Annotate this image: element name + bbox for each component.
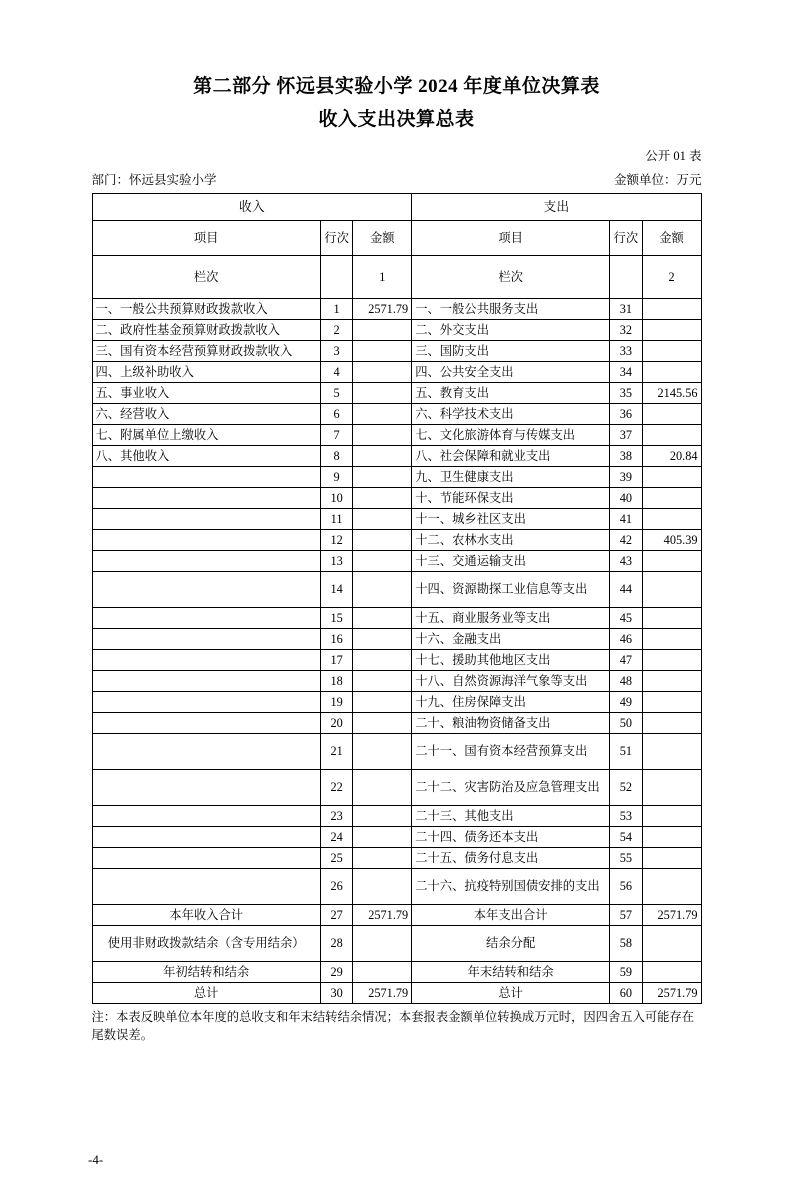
- row-expense-amount: [642, 572, 701, 608]
- row-income-line: 9: [320, 467, 352, 488]
- row-income-amount: [353, 713, 412, 734]
- row-expense-line: 38: [610, 446, 642, 467]
- row-income-name: 总计: [92, 983, 320, 1004]
- row-income-amount: 2571.79: [353, 905, 412, 926]
- row-expense-line: 46: [610, 629, 642, 650]
- table-row: [92, 608, 701, 629]
- row-expense-name: 十、节能环保支出: [412, 488, 610, 509]
- table-row: [92, 362, 701, 383]
- lan-label-expense: 栏次: [412, 256, 610, 299]
- col-header-expense-item: 项目: [412, 221, 610, 256]
- row-income-name: [92, 509, 320, 530]
- row-income-line: 12: [320, 530, 352, 551]
- table-row: [92, 383, 701, 404]
- row-income-amount: [353, 734, 412, 770]
- row-expense-name: 年末结转和结余: [412, 962, 610, 983]
- table-row: [92, 425, 701, 446]
- row-expense-name: 二十三、其他支出: [412, 806, 610, 827]
- row-income-name: [92, 734, 320, 770]
- page-title: 第二部分 怀远县实验小学 2024 年度单位决算表: [193, 76, 600, 97]
- row-income-line: 16: [320, 629, 352, 650]
- table-row: [92, 848, 701, 869]
- row-expense-amount: [642, 404, 701, 425]
- row-expense-name: 二十四、债务还本支出: [412, 827, 610, 848]
- row-income-amount: 2571.79: [353, 983, 412, 1004]
- table-note: [92, 1008, 702, 1044]
- col-header-income-line: 行次: [320, 221, 352, 256]
- row-income-name: [92, 650, 320, 671]
- row-expense-amount: [642, 425, 701, 446]
- row-income-name: 四、上级补助收入: [92, 362, 320, 383]
- row-income-amount: [353, 770, 412, 806]
- table-row: [92, 320, 701, 341]
- department-row: [92, 170, 702, 188]
- row-income-amount: [353, 425, 412, 446]
- row-income-line: 29: [320, 962, 352, 983]
- row-income-line: 27: [320, 905, 352, 926]
- row-income-line: 10: [320, 488, 352, 509]
- row-expense-amount: [642, 341, 701, 362]
- row-income-name: [92, 530, 320, 551]
- row-expense-name: 二、外交支出: [412, 320, 610, 341]
- row-income-name: [92, 467, 320, 488]
- row-expense-amount: [642, 962, 701, 983]
- row-expense-line: 39: [610, 467, 642, 488]
- row-income-line: 3: [320, 341, 352, 362]
- table-row: [92, 926, 701, 962]
- row-expense-amount: [642, 362, 701, 383]
- table-row: [92, 905, 701, 926]
- table-row: [92, 488, 701, 509]
- row-expense-name: 十一、城乡社区支出: [412, 509, 610, 530]
- row-expense-amount: 20.84: [642, 446, 701, 467]
- row-income-name: 本年收入合计: [92, 905, 320, 926]
- row-income-line: 2: [320, 320, 352, 341]
- row-income-line: 4: [320, 362, 352, 383]
- row-income-name: [92, 869, 320, 905]
- table-row: [92, 404, 701, 425]
- table-row: [92, 827, 701, 848]
- row-income-amount: [353, 572, 412, 608]
- form-number: 公开 01 表: [645, 149, 702, 163]
- row-income-name: 使用非财政拨款结余（含专用结余）: [92, 926, 320, 962]
- row-expense-name: 二十、粮油物资储备支出: [412, 713, 610, 734]
- row-expense-line: 40: [610, 488, 642, 509]
- row-expense-name: 一、一般公共服务支出: [412, 299, 610, 320]
- row-expense-amount: [642, 509, 701, 530]
- row-expense-line: 33: [610, 341, 642, 362]
- page-subtitle: 收入支出决算总表: [318, 109, 475, 130]
- row-expense-name: 八、社会保障和就业支出: [412, 446, 610, 467]
- row-income-line: 8: [320, 446, 352, 467]
- row-expense-line: 43: [610, 551, 642, 572]
- department-label: 部门：怀远县实验小学: [91, 173, 217, 187]
- row-income-amount: [353, 650, 412, 671]
- row-expense-amount: [642, 467, 701, 488]
- row-expense-name: 十六、金融支出: [412, 629, 610, 650]
- row-expense-name: 十九、住房保障支出: [412, 692, 610, 713]
- row-expense-amount: [642, 551, 701, 572]
- table-row: [92, 530, 701, 551]
- row-expense-line: 32: [610, 320, 642, 341]
- table-row: [92, 551, 701, 572]
- row-expense-name: 二十五、债务付息支出: [412, 848, 610, 869]
- row-expense-line: 42: [610, 530, 642, 551]
- row-expense-amount: [642, 488, 701, 509]
- lan-expense-col: 2: [642, 256, 701, 299]
- col-header-income-item: 项目: [92, 221, 320, 256]
- table-row: [92, 650, 701, 671]
- row-income-line: 11: [320, 509, 352, 530]
- row-expense-line: 50: [610, 713, 642, 734]
- row-expense-name: 三、国防支出: [412, 341, 610, 362]
- row-income-name: 八、其他收入: [92, 446, 320, 467]
- row-income-amount: [353, 446, 412, 467]
- row-income-amount: [353, 848, 412, 869]
- row-expense-name: 十三、交通运输支出: [412, 551, 610, 572]
- table-row: [92, 509, 701, 530]
- row-expense-amount: [642, 848, 701, 869]
- row-income-amount: 2571.79: [353, 299, 412, 320]
- row-income-name: [92, 608, 320, 629]
- row-expense-amount: 2571.79: [642, 905, 701, 926]
- group-header-expense: 支出: [412, 194, 701, 221]
- row-income-line: 28: [320, 926, 352, 962]
- row-income-name: [92, 827, 320, 848]
- budget-table: [92, 193, 702, 1004]
- amount-unit-label: 金额单位：万元: [613, 173, 702, 187]
- row-expense-line: 36: [610, 404, 642, 425]
- row-income-name: 六、经营收入: [92, 404, 320, 425]
- row-expense-line: 59: [610, 962, 642, 983]
- row-expense-amount: [642, 827, 701, 848]
- row-income-name: [92, 770, 320, 806]
- row-expense-line: 35: [610, 383, 642, 404]
- row-income-amount: [353, 320, 412, 341]
- row-expense-line: 51: [610, 734, 642, 770]
- col-header-expense-amount: 金额: [642, 221, 701, 256]
- table-row: [92, 671, 701, 692]
- row-expense-amount: [642, 713, 701, 734]
- column-header-row: [92, 221, 701, 256]
- row-expense-line: 52: [610, 770, 642, 806]
- title-block: [0, 72, 793, 136]
- row-income-amount: [353, 404, 412, 425]
- table-row: [92, 869, 701, 905]
- row-expense-line: 60: [610, 983, 642, 1004]
- table-row: [92, 629, 701, 650]
- lan-row: [92, 256, 701, 299]
- row-income-amount: [353, 509, 412, 530]
- row-income-name: 年初结转和结余: [92, 962, 320, 983]
- row-income-line: 26: [320, 869, 352, 905]
- row-expense-amount: 405.39: [642, 530, 701, 551]
- row-income-line: 14: [320, 572, 352, 608]
- row-income-line: 19: [320, 692, 352, 713]
- row-income-name: 一、一般公共预算财政拨款收入: [92, 299, 320, 320]
- col-header-expense-line: 行次: [610, 221, 642, 256]
- row-income-amount: [353, 362, 412, 383]
- table-row: [92, 713, 701, 734]
- row-expense-line: 55: [610, 848, 642, 869]
- row-income-amount: [353, 608, 412, 629]
- row-income-amount: [353, 341, 412, 362]
- table-row: [92, 572, 701, 608]
- group-header-row: [92, 194, 701, 221]
- page-number: -4-: [88, 1152, 104, 1167]
- row-expense-name: 九、卫生健康支出: [412, 467, 610, 488]
- row-income-amount: [353, 827, 412, 848]
- row-income-line: 30: [320, 983, 352, 1004]
- row-income-amount: [353, 530, 412, 551]
- lan-label-income: 栏次: [92, 256, 320, 299]
- row-income-amount: [353, 467, 412, 488]
- row-income-amount: [353, 926, 412, 962]
- lan-income-line: [320, 256, 352, 299]
- table-row: [92, 770, 701, 806]
- row-expense-name: 结余分配: [412, 926, 610, 962]
- row-expense-line: 57: [610, 905, 642, 926]
- row-income-name: [92, 806, 320, 827]
- row-income-amount: [353, 692, 412, 713]
- row-expense-amount: [642, 320, 701, 341]
- row-income-line: 23: [320, 806, 352, 827]
- row-expense-name: 二十六、抗疫特别国债安排的支出: [412, 869, 610, 905]
- row-expense-amount: [642, 650, 701, 671]
- row-expense-name: 本年支出合计: [412, 905, 610, 926]
- row-expense-amount: [642, 770, 701, 806]
- row-expense-name: 七、文化旅游体育与传媒支出: [412, 425, 610, 446]
- table-row: [92, 962, 701, 983]
- table-row: [92, 734, 701, 770]
- row-income-name: [92, 848, 320, 869]
- row-income-amount: [353, 671, 412, 692]
- row-income-line: 6: [320, 404, 352, 425]
- row-expense-line: 53: [610, 806, 642, 827]
- row-expense-line: 49: [610, 692, 642, 713]
- row-income-line: 21: [320, 734, 352, 770]
- row-expense-amount: [642, 734, 701, 770]
- table-row: [92, 446, 701, 467]
- row-expense-line: 54: [610, 827, 642, 848]
- row-expense-name: 十七、援助其他地区支出: [412, 650, 610, 671]
- table-row: [92, 692, 701, 713]
- row-expense-name: 十五、商业服务业等支出: [412, 608, 610, 629]
- row-expense-name: 十二、农林水支出: [412, 530, 610, 551]
- row-income-line: 17: [320, 650, 352, 671]
- row-expense-name: 四、公共安全支出: [412, 362, 610, 383]
- row-expense-amount: [642, 692, 701, 713]
- row-income-line: 7: [320, 425, 352, 446]
- table-row: [92, 341, 701, 362]
- row-income-name: 三、国有资本经营预算财政拨款收入: [92, 341, 320, 362]
- row-expense-amount: 2571.79: [642, 983, 701, 1004]
- row-expense-amount: [642, 926, 701, 962]
- row-income-amount: [353, 962, 412, 983]
- row-expense-amount: [642, 671, 701, 692]
- row-expense-amount: 2145.56: [642, 383, 701, 404]
- row-income-line: 18: [320, 671, 352, 692]
- row-expense-line: 56: [610, 869, 642, 905]
- row-income-amount: [353, 806, 412, 827]
- row-income-line: 1: [320, 299, 352, 320]
- note-text: 注：本表反映单位本年度的总收支和年末结转结余情况；本套报表金额单位转换成万元时，因四舍五入可能存在尾数误差。: [91, 1010, 695, 1042]
- row-expense-amount: [642, 629, 701, 650]
- row-expense-name: 六、科学技术支出: [412, 404, 610, 425]
- row-expense-name: 二十一、国有资本经营预算支出: [412, 734, 610, 770]
- row-income-amount: [353, 869, 412, 905]
- row-income-name: [92, 572, 320, 608]
- row-income-line: 25: [320, 848, 352, 869]
- document-page: [0, 72, 793, 1194]
- row-expense-amount: [642, 869, 701, 905]
- row-expense-line: 44: [610, 572, 642, 608]
- row-income-name: 二、政府性基金预算财政拨款收入: [92, 320, 320, 341]
- row-income-line: 20: [320, 713, 352, 734]
- row-expense-name: 总计: [412, 983, 610, 1004]
- row-expense-name: 五、教育支出: [412, 383, 610, 404]
- row-income-name: [92, 671, 320, 692]
- row-income-line: 15: [320, 608, 352, 629]
- col-header-income-amount: 金额: [353, 221, 412, 256]
- row-expense-line: 31: [610, 299, 642, 320]
- row-expense-amount: [642, 608, 701, 629]
- table-row: [92, 467, 701, 488]
- row-expense-line: 45: [610, 608, 642, 629]
- table-row: [92, 806, 701, 827]
- row-income-name: [92, 713, 320, 734]
- group-header-income: 收入: [92, 194, 412, 221]
- row-expense-name: 二十二、灾害防治及应急管理支出: [412, 770, 610, 806]
- row-income-name: [92, 488, 320, 509]
- form-number-row: [92, 146, 702, 164]
- row-expense-line: 47: [610, 650, 642, 671]
- row-expense-name: 十八、自然资源海洋气象等支出: [412, 671, 610, 692]
- row-income-name: [92, 629, 320, 650]
- row-income-line: 13: [320, 551, 352, 572]
- row-expense-line: 37: [610, 425, 642, 446]
- table-row: [92, 983, 701, 1004]
- row-expense-amount: [642, 806, 701, 827]
- row-income-name: [92, 551, 320, 572]
- row-expense-amount: [642, 299, 701, 320]
- row-income-name: 五、事业收入: [92, 383, 320, 404]
- row-income-line: 24: [320, 827, 352, 848]
- row-income-name: 七、附属单位上缴收入: [92, 425, 320, 446]
- lan-income-col: 1: [353, 256, 412, 299]
- row-expense-line: 41: [610, 509, 642, 530]
- row-income-line: 5: [320, 383, 352, 404]
- row-income-amount: [353, 629, 412, 650]
- row-income-name: [92, 692, 320, 713]
- row-expense-line: 48: [610, 671, 642, 692]
- row-income-amount: [353, 488, 412, 509]
- row-expense-line: 34: [610, 362, 642, 383]
- table-row: [92, 299, 701, 320]
- row-income-amount: [353, 551, 412, 572]
- lan-expense-line: [610, 256, 642, 299]
- row-expense-line: 58: [610, 926, 642, 962]
- row-income-line: 22: [320, 770, 352, 806]
- row-expense-name: 十四、资源勘探工业信息等支出: [412, 572, 610, 608]
- row-income-amount: [353, 383, 412, 404]
